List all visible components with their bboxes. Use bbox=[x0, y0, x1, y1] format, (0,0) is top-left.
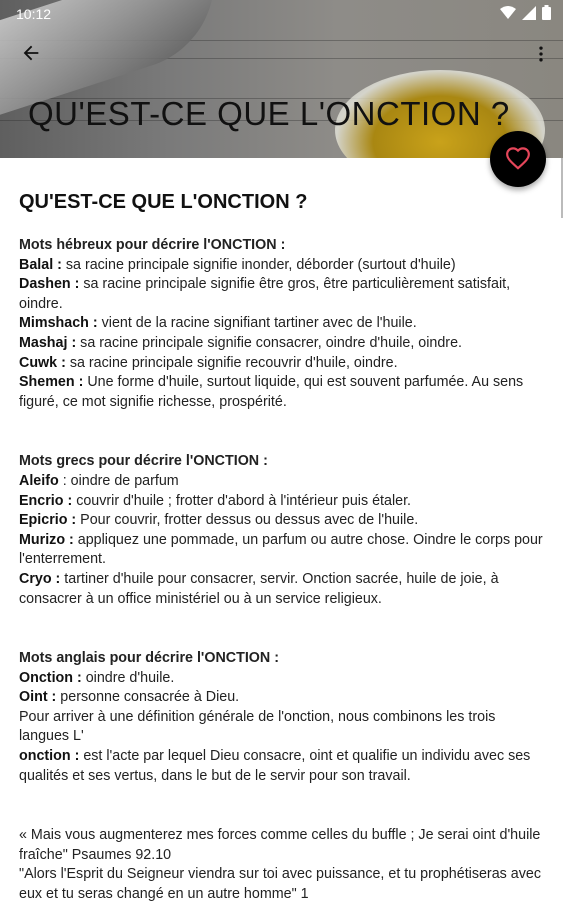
entry-term: Balal : bbox=[19, 256, 62, 273]
entry-oint bbox=[19, 688, 549, 708]
entry-encrio bbox=[19, 492, 549, 512]
entry-text: : oindre de parfum bbox=[58, 472, 179, 489]
entry-cryo bbox=[19, 570, 549, 609]
section-heading: Mots grecs pour décrire l'ONCTION : bbox=[19, 453, 268, 470]
entry-text: personne consacrée à Dieu. bbox=[56, 689, 240, 706]
entry-text: sa racine principale signifie inonder, déborder (surtout d'huile) bbox=[61, 256, 456, 273]
entry-dashen bbox=[19, 275, 549, 314]
arrow-left-icon bbox=[20, 42, 42, 64]
entry-mashaj bbox=[19, 334, 549, 354]
quote-line: « Mais vous augmenterez mes forces comme celles du buffle ; Je serai oint d'huile fraîche" Psaumes 92.10 bbox=[19, 827, 541, 863]
wifi-icon bbox=[500, 6, 516, 20]
entry-term: Encrio : bbox=[19, 492, 73, 509]
entry-text: est l'acte par lequel Dieu consacre, oint et qualifie un individu avec ses qualités et ses vertus, dans le but de le servir pour son travail. bbox=[19, 748, 531, 784]
entry-text: vient de la racine signifiant tartiner avec de l'huile. bbox=[97, 315, 417, 332]
back-button[interactable] bbox=[20, 42, 42, 70]
entry-murizo bbox=[19, 531, 549, 570]
article-title: QU'EST-CE QUE L'ONCTION ? bbox=[19, 191, 308, 213]
entry-term: Cuwk : bbox=[19, 354, 66, 371]
more-options-button[interactable] bbox=[531, 44, 551, 70]
entry-onction bbox=[19, 669, 549, 689]
status-time: 10:12 bbox=[16, 6, 52, 22]
entry-term: Murizo : bbox=[19, 531, 74, 548]
status-bar bbox=[0, 0, 563, 28]
entry-term: Cryo : bbox=[19, 570, 61, 587]
entry-aleifo bbox=[19, 472, 549, 492]
entry-text: couvrir d'huile ; frotter d'abord à l'intérieur puis étaler. bbox=[72, 492, 412, 509]
entry-text: tartiner d'huile pour consacrer, servir. Onction sacrée, huile de joie, à consacrer à un office ministériel ou à un service religieux. bbox=[19, 570, 499, 607]
entry-onction-definition bbox=[19, 747, 549, 786]
entry-term: Oint : bbox=[19, 689, 57, 706]
entry-term: Mashaj : bbox=[19, 334, 77, 351]
entry-definition bbox=[19, 708, 549, 747]
entry-term: Aleifo bbox=[19, 472, 59, 489]
entry-shemen bbox=[19, 373, 549, 412]
entry-cuwk bbox=[19, 354, 549, 374]
battery-icon bbox=[542, 5, 551, 20]
entry-text: sa racine principale signifie être gros, être particulièrement satisfait, oindre. bbox=[19, 276, 511, 312]
entry-balal bbox=[19, 256, 549, 276]
entry-text: sa racine principale signifie consacrer, oindre d'huile, oindre. bbox=[76, 334, 462, 351]
entry-mimshach bbox=[19, 314, 549, 334]
section-greek bbox=[19, 452, 549, 609]
entry-term: onction : bbox=[19, 748, 80, 765]
section-heading: Mots hébreux pour décrire l'ONCTION : bbox=[19, 237, 286, 253]
header-image bbox=[0, 0, 563, 158]
entry-text: Une forme d'huile, surtout liquide, qui est souvent parfumée. Au sens figuré, ce mot signifie richesse, prospérité. bbox=[19, 374, 524, 410]
quote-line: "Alors l'Esprit du Seigneur viendra sur toi avec puissance, et tu prophétiseras avec eux et tu seras changé en un autre homme" 1 bbox=[19, 866, 541, 903]
entry-epicrio bbox=[19, 511, 549, 531]
more-vert-icon bbox=[531, 44, 551, 64]
entry-term: Shemen : bbox=[19, 374, 84, 391]
signal-icon bbox=[522, 6, 536, 20]
article-content bbox=[19, 188, 549, 905]
section-english bbox=[19, 649, 549, 786]
heart-outline-icon bbox=[505, 146, 531, 172]
entry-term: Mimshach : bbox=[19, 315, 98, 332]
section-hebrew bbox=[19, 236, 549, 412]
entry-text: Pour couvrir, frotter dessus ou dessus avec de l'huile. bbox=[76, 512, 419, 529]
entry-term: Dashen : bbox=[19, 276, 80, 293]
bible-quotes bbox=[19, 826, 549, 904]
entry-text: Pour arriver à une définition générale de l'onction, nous combinons les trois langues L' bbox=[19, 708, 496, 745]
entry-text: sa racine principale signifie recouvrir d'huile, oindre. bbox=[65, 354, 398, 371]
entry-term: Epicrio : bbox=[19, 512, 77, 529]
hero-title: QU'EST-CE QUE L'ONCTION ? bbox=[28, 95, 510, 132]
favorite-button[interactable] bbox=[490, 131, 546, 187]
entry-text: appliquez une pommade, un parfum ou autre chose. Oindre le corps pour l'enterrement. bbox=[19, 531, 543, 568]
entry-term: Onction : bbox=[19, 669, 82, 686]
entry-text: oindre d'huile. bbox=[81, 669, 175, 686]
section-heading: Mots anglais pour décrire l'ONCTION : bbox=[19, 650, 279, 667]
